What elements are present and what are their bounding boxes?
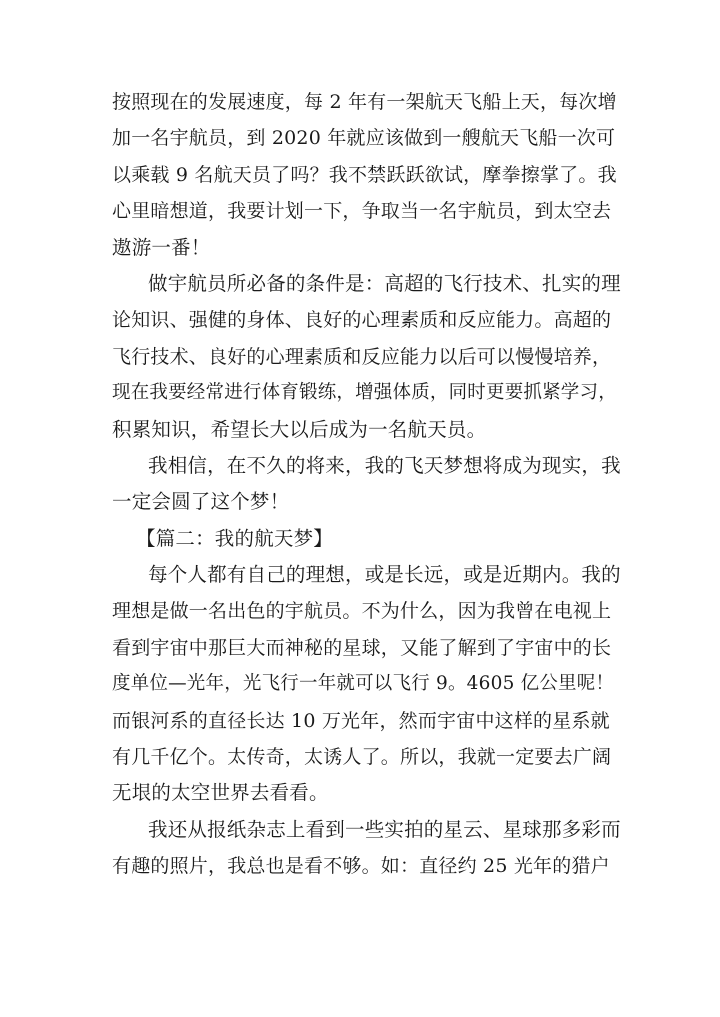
text-line: 现在我要经常进行体育锻练，增强体质，同时更要抓紧学习， <box>112 382 617 404</box>
text-line: 有几千亿个。太传奇，太诱人了。所以，我就一定要去广阔 <box>112 746 612 769</box>
document-body <box>112 84 621 885</box>
text-line: 我还从报纸杂志上看到一些实拍的星云、星球那多彩而 <box>148 817 621 841</box>
text-line: 无垠的太空世界去看看。 <box>112 781 329 805</box>
text-line: 理想是做一名出色的宇航员。不为什么，因为我曾在电视上 <box>112 600 612 623</box>
text-line: 论知识、强健的身体、良好的心理素质和反应能力。高超的 <box>112 309 612 332</box>
text-line: 做宇航员所必备的条件是：高超的飞行技术、扎实的理 <box>148 271 621 295</box>
text-line: 飞行技术、良好的心理素质和反应能力以后可以慢慢培养， <box>112 345 612 368</box>
text-line: 我相信，在不久的将来，我的飞天梦想将成为现实，我 <box>148 453 621 477</box>
text-line: 遨游一番！ <box>112 235 211 259</box>
text-line: 加一名宇航员，到 2020 年就应该做到一艘航天飞船一次可 <box>112 127 616 150</box>
text-line: 积累知识，希望长大以后成为一名航天员。 <box>112 417 487 441</box>
text-line: 按照现在的发展速度，每 2 年有一架航天飞船上天，每次增 <box>112 91 617 113</box>
text-line: 有趣的照片，我总也是看不够。如：直径约 25 光年的猎户 <box>112 855 610 878</box>
text-line: 看到宇宙中那巨大而神秘的星球，又能了解到了宇宙中的长 <box>112 636 612 659</box>
text-line: 心里暗想道，我要计划一下，争取当一名宇航员，到太空去 <box>112 200 612 223</box>
section-heading: 【篇二：我的航天梦】 <box>136 526 334 550</box>
text-line: 每个人都有自己的理想，或是长远，或是近期内。我的 <box>148 563 621 587</box>
text-line: 一定会圆了这个梦！ <box>112 490 290 514</box>
text-line: 度单位—光年，光飞行一年就可以飞行 9。4605 亿公里呢！ <box>112 673 615 695</box>
text-line: 以乘载 9 名航天员了吗？我不禁跃跃欲试，摩拳擦掌了。我 <box>112 163 617 186</box>
text-line: 而银河系的直径长达 10 万光年，然而宇宙中这样的星系就 <box>112 709 610 732</box>
